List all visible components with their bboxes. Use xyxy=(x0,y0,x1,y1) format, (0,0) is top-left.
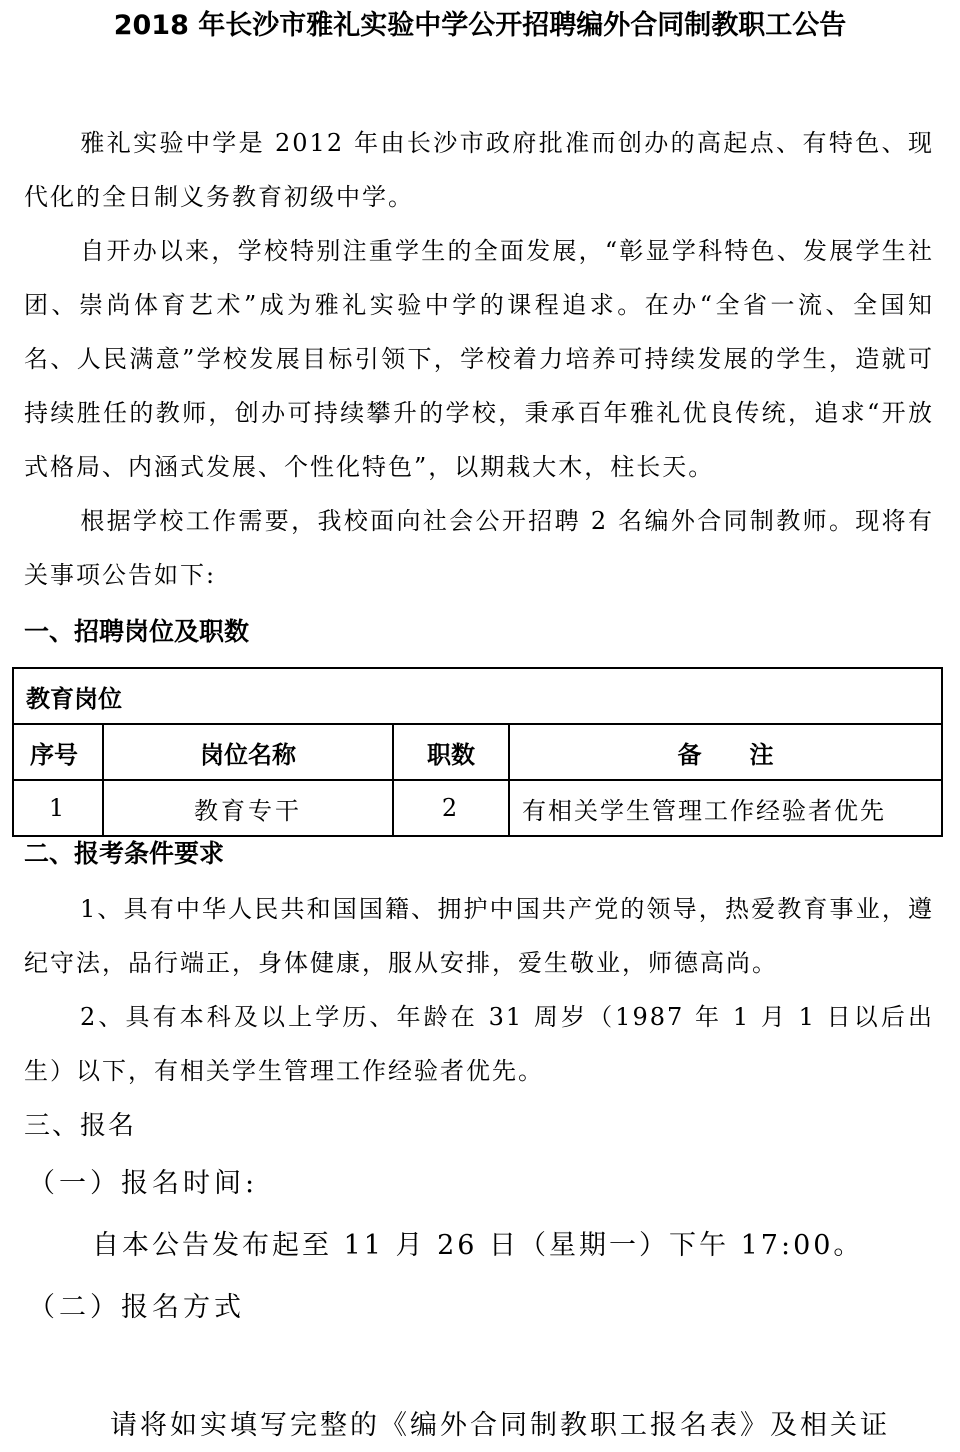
section-3-heading: 三、报名 xyxy=(24,1111,137,1141)
intro-paragraph-1 xyxy=(24,116,934,224)
table-header-row xyxy=(13,724,942,780)
intro-paragraph-3 xyxy=(24,494,934,602)
requirement-item-2 xyxy=(24,990,934,1098)
section-1-heading: 一、招聘岗位及职数 xyxy=(24,617,250,646)
table-group-label: 教育岗位 xyxy=(13,668,942,724)
header-count: 职数 xyxy=(393,724,509,780)
cell-note: 有相关学生管理工作经验者优先 xyxy=(509,780,942,836)
table-group-row xyxy=(13,668,942,724)
positions-table xyxy=(12,667,943,837)
requirement-item-1-text: 1、具有中华人民共和国国籍、拥护中国共产党的领导，热爱教育事业，遵纪守法，品行端正，身体健康，服从安排，爱生敬业，师德高尚。 xyxy=(24,895,934,977)
intro-paragraph-1-text: 雅礼实验中学是 2012 年由长沙市政府批准而创办的高起点、有特色、现代化的全日制义务教育初级中学。 xyxy=(24,129,934,211)
registration-time-text: 自本公告发布起至 11 月 26 日（星期一）下午 17:00。 xyxy=(92,1230,864,1261)
header-index: 序号 xyxy=(13,724,103,780)
requirement-item-2-text: 2、具有本科及以上学历、年龄在 31 周岁（1987 年 1 月 1 日以后出生）以下，有相关学生管理工作经验者优先。 xyxy=(24,1003,934,1085)
cell-index: 1 xyxy=(13,780,103,836)
registration-method-heading: （二）报名方式 xyxy=(28,1292,245,1323)
cell-count: 2 xyxy=(393,780,509,836)
header-name: 岗位名称 xyxy=(103,724,393,780)
intro-paragraph-3-text: 根据学校工作需要，我校面向社会公开招聘 2 名编外合同制教师。现将有关事项公告如下: xyxy=(24,507,934,589)
intro-paragraph-2 xyxy=(24,224,934,494)
document-title: 2018 年长沙市雅礼实验中学公开招聘编外合同制教职工公告 xyxy=(113,10,847,41)
cell-name: 教育专干 xyxy=(103,780,393,836)
table-row xyxy=(13,780,942,836)
intro-paragraph-2-text: 自开办以来，学校特别注重学生的全面发展，“彰显学科特色、发展学生社团、崇尚体育艺术”成为雅礼实验中学的课程追求。在办“全省一流、全国知名、人民满意”学校发展目标引领下，学校着力培养可持续发展的学生，造就可持续胜任的教师，创办可持续攀升的学校，秉承百年雅礼优良传统，追求“开放式格局、内涵式发展、个性化特色”，以期栽大木，柱长天。 xyxy=(24,237,934,481)
registration-method-text: 请将如实填写完整的《编外合同制教职工报名表》及相关证 xyxy=(110,1410,890,1441)
requirement-item-1 xyxy=(24,882,934,990)
section-2-heading: 二、报考条件要求 xyxy=(24,839,225,868)
header-note: 备 注 xyxy=(509,724,942,780)
registration-time-heading: （一）报名时间: xyxy=(28,1168,259,1199)
